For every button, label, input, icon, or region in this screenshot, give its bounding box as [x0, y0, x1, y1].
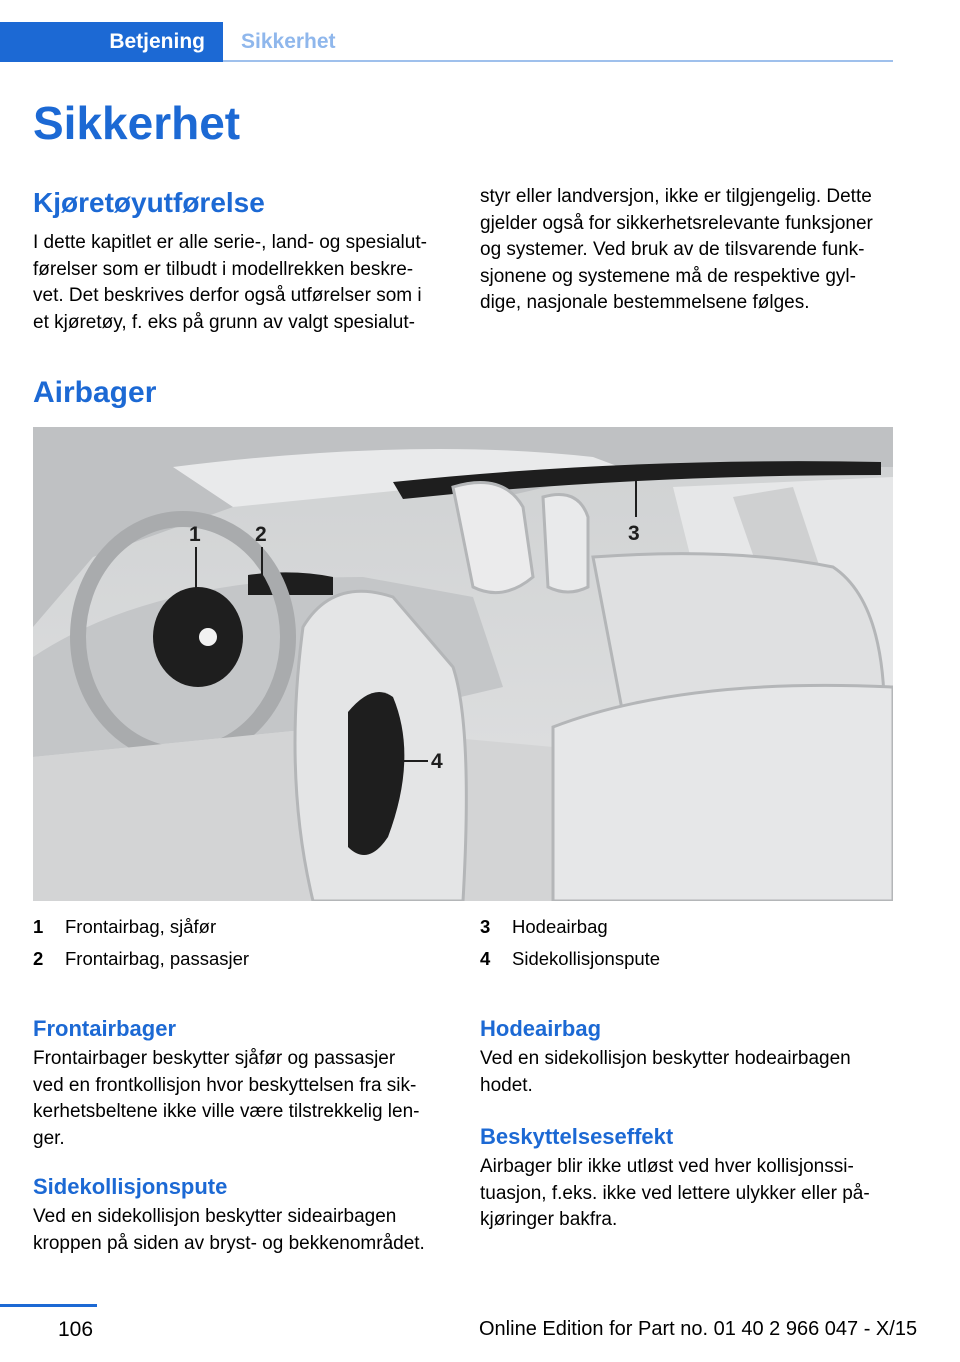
frontairbager-text	[33, 1046, 463, 1152]
text-line: Frontairbager beskytter sjåfør og passasjer	[33, 1048, 396, 1069]
car-interior-drawing	[33, 427, 893, 901]
legend-number: 3	[480, 916, 491, 937]
text-line: kerhetsbeltene ikke ville være tilstrekkelig len‐	[33, 1101, 420, 1122]
section-heading-airbager: Airbager	[33, 376, 157, 409]
text-line: I dette kapitlet er alle serie-, land- og spesialut‐	[33, 232, 427, 253]
tab-sikkerhet-label: Sikkerhet	[241, 30, 336, 53]
callout-4: 4	[431, 750, 443, 773]
text-line: Airbager blir ikke utløst ved hver kollisjonssi‐	[480, 1156, 854, 1177]
heading-frontairbager: Frontairbager	[33, 1016, 177, 1041]
edition-text: Online Edition for Part no. 01 40 2 966 047 - X/15	[479, 1318, 918, 1340]
section1-col1-text	[33, 230, 453, 336]
legend-label: Frontairbag, sjåfør	[65, 916, 217, 937]
heading-sidekollisjonspute: Sidekollisjonspute	[33, 1174, 228, 1199]
text-line: ved en frontkollisjon hvor beskyttelsen fra sik‐	[33, 1074, 417, 1096]
legend-item	[480, 911, 660, 943]
heading-beskyttelseseffekt: Beskyttelseseffekt	[480, 1124, 674, 1149]
callout-3: 3	[628, 522, 640, 545]
sidekollisjonspute-text	[33, 1204, 463, 1257]
text-line: sjonene og systemene må de respektive gyl‐	[480, 265, 856, 287]
legend-item	[33, 943, 249, 975]
text-line: Ved en sidekollisjon beskytter sideairbagen	[33, 1206, 397, 1227]
legend-label: Hodeairbag	[512, 916, 608, 937]
text-line: tuasjon, f.eks. ikke ved lettere ulykker eller på‐	[480, 1182, 870, 1204]
legend-number: 2	[33, 948, 44, 969]
beskyttelseseffekt-text	[480, 1154, 910, 1234]
tab-betjening[interactable]	[0, 22, 223, 62]
text-line: kjøringer bakfra.	[480, 1209, 618, 1230]
hodeairbag-text	[480, 1046, 910, 1099]
page-title: Sikkerhet	[33, 97, 241, 149]
tab-betjening-label: Betjening	[109, 30, 205, 53]
legend-label: Frontairbag, passasjer	[65, 948, 250, 969]
legend-label: Sidekollisjonspute	[512, 948, 661, 969]
legend-number: 1	[33, 916, 44, 937]
section-heading-kjoretoyutforelse: Kjøretøyutførelse	[33, 187, 265, 218]
legend-item	[480, 943, 660, 975]
chapter-tabs	[0, 22, 893, 62]
text-line: styr eller landversjon, ikke er tilgjengelig. Dette	[480, 186, 872, 207]
text-line: ger.	[33, 1127, 65, 1149]
tab-sikkerhet[interactable]	[223, 22, 353, 62]
text-line: et kjøretøy, f. eks på grunn av valgt spesialut‐	[33, 311, 415, 333]
tab-divider	[223, 60, 893, 62]
callout-1: 1	[189, 523, 201, 546]
airbag-illustration	[33, 427, 893, 901]
text-line: gjelder også for sikkerhetsrelevante funksjoner	[480, 212, 873, 234]
text-line: Ved en sidekollisjon beskytter hodeairbagen	[480, 1048, 851, 1069]
text-line: vet. Det beskrives derfor også utførelser som i	[33, 285, 422, 306]
legend-number: 4	[480, 948, 491, 969]
text-line: og systemer. Ved bruk av de tilsvarende funk‐	[480, 239, 865, 260]
legend-item	[33, 911, 249, 943]
page-number: 106	[58, 1318, 94, 1341]
section1-col2-text	[480, 184, 900, 317]
footer-rule	[0, 1304, 97, 1307]
heading-hodeairbag: Hodeairbag	[480, 1016, 602, 1041]
text-line: førelser som er tilbudt i modellrekken beskre‐	[33, 258, 414, 280]
callout-2: 2	[255, 523, 267, 546]
text-line: kroppen på siden av bryst- og bekkenområdet.	[33, 1232, 425, 1254]
text-line: dige, nasjonale bestemmelsene følges.	[480, 292, 810, 313]
figure-legend-left	[33, 911, 249, 975]
figure-legend-right	[480, 911, 660, 975]
text-line: hodet.	[480, 1074, 533, 1096]
